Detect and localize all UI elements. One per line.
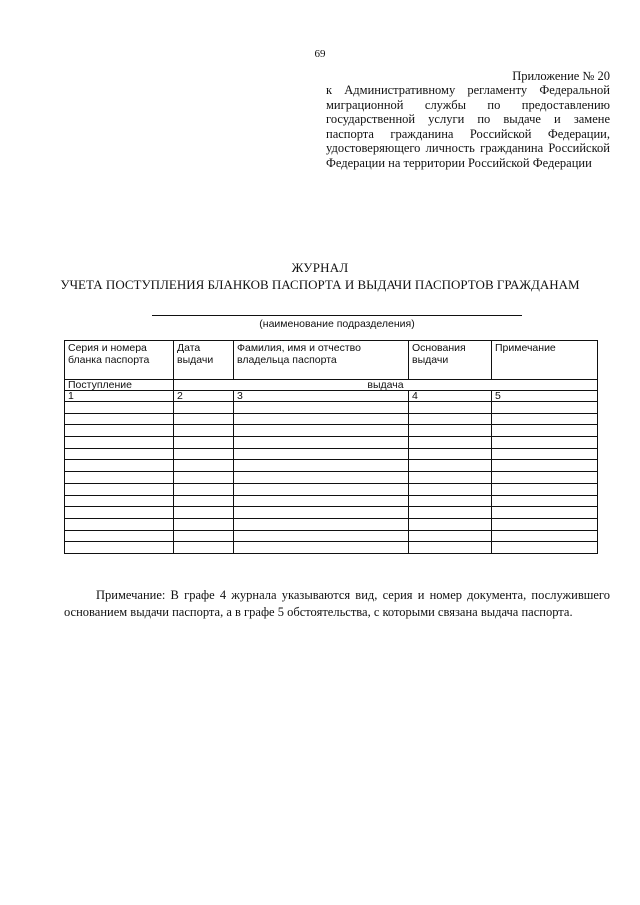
table-cell	[234, 425, 409, 437]
table-cell	[234, 518, 409, 530]
table-cell	[492, 472, 598, 484]
table-cell	[65, 507, 174, 519]
table-row	[65, 518, 598, 530]
footnote: Примечание: В графе 4 журнала указываются вид, серия и номер документа, послужившего основанием выдачи паспорта, а в графе 5 обстоятельства, с которыми связана выдача паспорта.	[64, 588, 610, 619]
table-row	[65, 507, 598, 519]
table-cell	[409, 495, 492, 507]
table-cell	[234, 460, 409, 472]
table-cell	[492, 483, 598, 495]
table-row	[65, 495, 598, 507]
column-number-1: 1	[65, 391, 174, 402]
table-cell	[65, 472, 174, 484]
table-cell	[409, 507, 492, 519]
table-cell	[234, 437, 409, 449]
header-cell-owner-name: Фамилия, имя и отчество владельца паспорта	[234, 341, 409, 380]
table-cell	[174, 518, 234, 530]
table-cell	[234, 448, 409, 460]
column-number-5: 5	[492, 391, 598, 402]
table-cell	[65, 460, 174, 472]
division-caption: (наименование подразделения)	[259, 318, 415, 330]
table-cell	[174, 530, 234, 542]
division-name-line	[152, 315, 522, 316]
table-row	[65, 413, 598, 425]
table-row	[65, 448, 598, 460]
table-cell	[234, 483, 409, 495]
page-number: 69	[314, 48, 326, 60]
table-cell	[409, 413, 492, 425]
journal-table	[64, 340, 598, 554]
table-cell	[234, 542, 409, 554]
column-number-4: 4	[409, 391, 492, 402]
journal-title: ЖУРНАЛ	[291, 260, 349, 275]
table-row	[65, 483, 598, 495]
table-cell	[492, 518, 598, 530]
header-cell-basis: Основания выдачи	[409, 341, 492, 380]
table-cell	[409, 472, 492, 484]
table-cell	[492, 507, 598, 519]
table-row	[65, 460, 598, 472]
table-cell	[492, 437, 598, 449]
table-cell	[174, 413, 234, 425]
table-cell	[492, 460, 598, 472]
table-cell	[174, 472, 234, 484]
table-cell	[409, 437, 492, 449]
column-number-row	[65, 391, 598, 402]
table-cell	[409, 483, 492, 495]
table-cell	[234, 413, 409, 425]
table-cell	[65, 495, 174, 507]
table-row	[65, 402, 598, 414]
header-cell-series: Серия и номера бланка паспорта	[65, 341, 174, 380]
table-cell	[65, 530, 174, 542]
table-row	[65, 472, 598, 484]
table-cell	[492, 425, 598, 437]
group-cell-receipt: Поступление	[65, 380, 174, 391]
table-cell	[409, 448, 492, 460]
table-cell	[409, 518, 492, 530]
table-cell	[234, 495, 409, 507]
table-cell	[492, 413, 598, 425]
table-cell	[174, 507, 234, 519]
header-row	[65, 341, 598, 380]
table-cell	[234, 472, 409, 484]
group-cell-issue: выдача	[174, 380, 598, 391]
table-cell	[492, 530, 598, 542]
table-cell	[409, 402, 492, 414]
table-cell	[174, 425, 234, 437]
header-cell-note: Примечание	[492, 341, 598, 380]
table-cell	[65, 425, 174, 437]
table-cell	[174, 448, 234, 460]
table-cell	[492, 402, 598, 414]
table-row	[65, 425, 598, 437]
table-cell	[65, 518, 174, 530]
table-cell	[174, 542, 234, 554]
table-cell	[409, 530, 492, 542]
table-cell	[65, 542, 174, 554]
appendix-text: к Административному регламенту Федеральной миграционной службы по предоставлению государственной услуги по выдаче и замене паспорта гражданина Российской Федерации, удостоверяющего личность гражданина Российской Федерации на территории Российской Федерации	[326, 83, 610, 170]
table-cell	[174, 495, 234, 507]
table-cell	[174, 483, 234, 495]
table-cell	[65, 413, 174, 425]
table-cell	[65, 448, 174, 460]
table-row	[65, 437, 598, 449]
table-row	[65, 542, 598, 554]
appendix-title: Приложение № 20	[512, 69, 610, 83]
table-cell	[492, 495, 598, 507]
table-cell	[234, 402, 409, 414]
table-cell	[174, 402, 234, 414]
table-cell	[65, 437, 174, 449]
column-number-2: 2	[174, 391, 234, 402]
table-cell	[174, 437, 234, 449]
table-cell	[409, 460, 492, 472]
group-row	[65, 380, 598, 391]
journal-subtitle: УЧЕТА ПОСТУПЛЕНИЯ БЛАНКОВ ПАСПОРТА И ВЫДАЧИ ПАСПОРТОВ ГРАЖДАНАМ	[60, 277, 580, 292]
table-cell	[174, 460, 234, 472]
journal-table-body	[65, 341, 598, 554]
table-cell	[492, 542, 598, 554]
table-row	[65, 530, 598, 542]
header-cell-date: Дата выдачи	[174, 341, 234, 380]
table-cell	[234, 507, 409, 519]
column-number-3: 3	[234, 391, 409, 402]
table-cell	[234, 530, 409, 542]
table-cell	[65, 402, 174, 414]
table-cell	[409, 542, 492, 554]
table-cell	[492, 448, 598, 460]
table-cell	[409, 425, 492, 437]
table-cell	[65, 483, 174, 495]
